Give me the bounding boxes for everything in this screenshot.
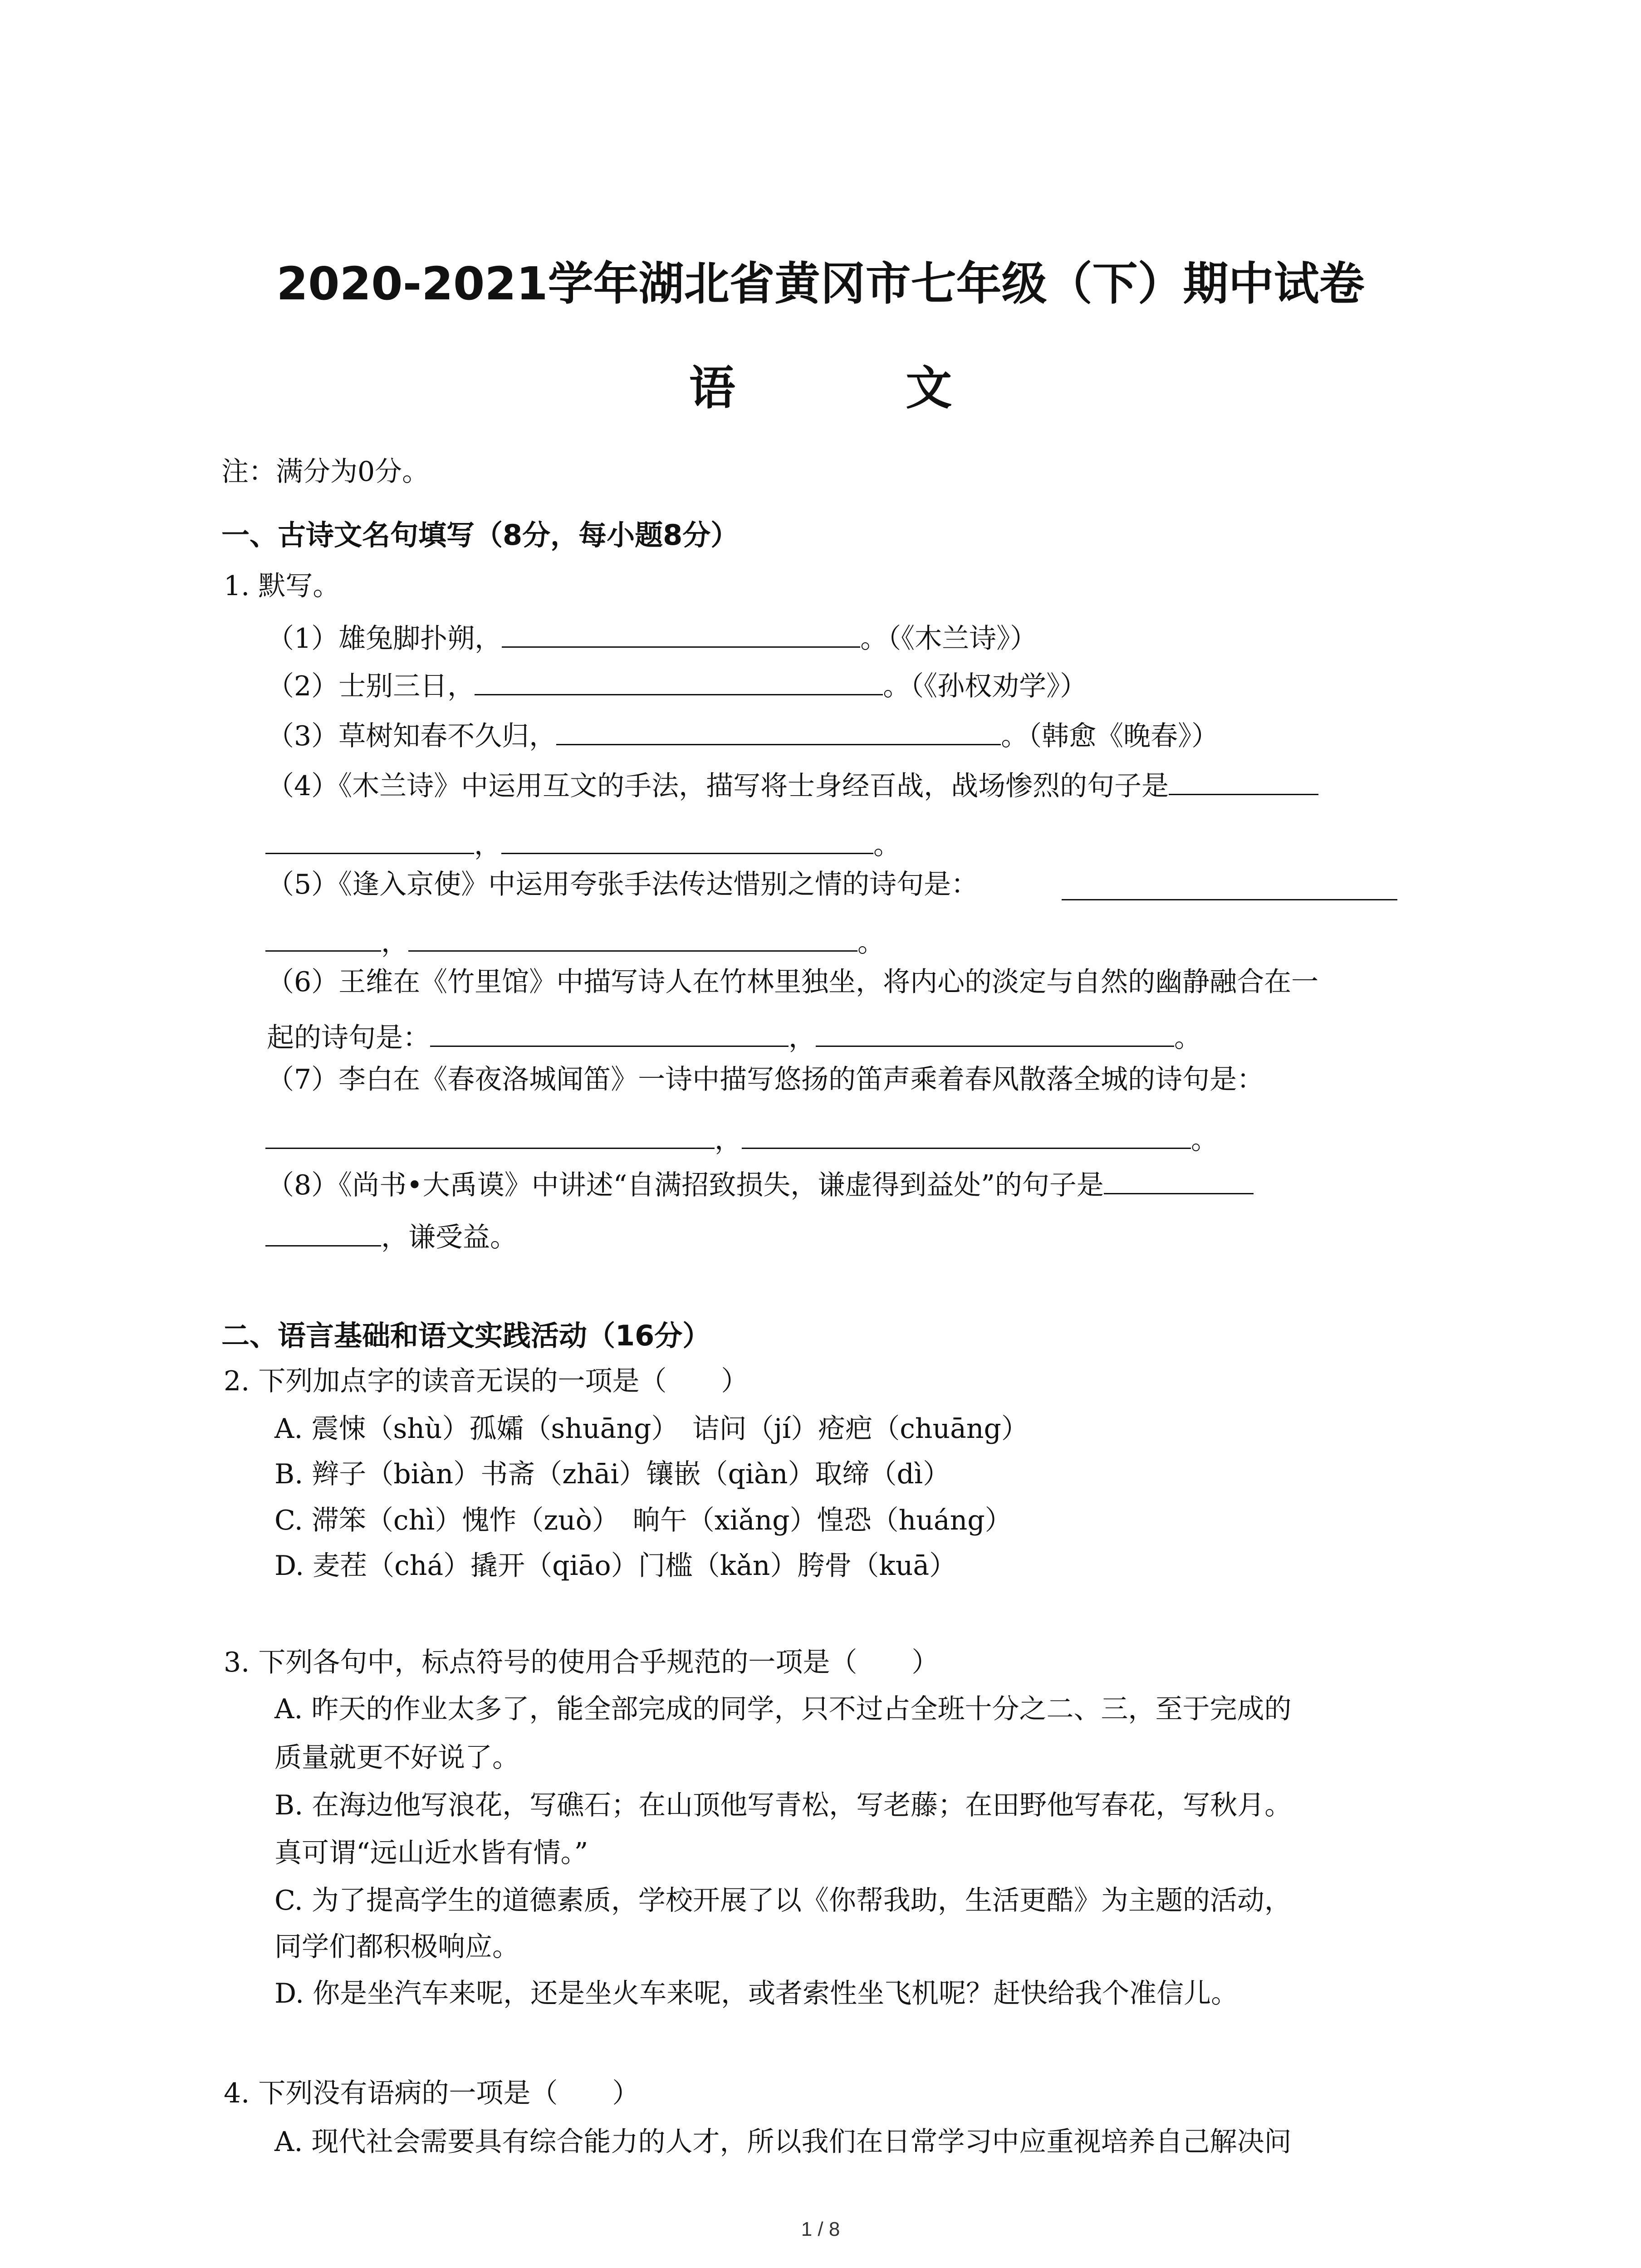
subject-title: 语 文 xyxy=(689,362,1029,415)
period: 。 xyxy=(857,927,885,958)
q1-label: 1. 默写。 xyxy=(224,570,340,602)
answer-blank[interactable] xyxy=(1169,767,1318,795)
answer-blank[interactable] xyxy=(265,1218,381,1246)
section2-heading: 二、语言基础和语文实践活动（16分） xyxy=(221,1319,711,1352)
q1-item-6: （6）王维在《竹里馆》中描写诗人在竹林里独坐，将内心的淡定与自然的幽静融合在一 xyxy=(267,966,1319,998)
q1-item-1-source: 。（《木兰诗》） xyxy=(860,623,1038,655)
page-number: 1 / 8 xyxy=(801,2218,840,2240)
answer-blank[interactable] xyxy=(1104,1166,1254,1194)
q1-item-4 xyxy=(267,767,1318,800)
q1-item-5-cont xyxy=(265,923,885,956)
answer-blank[interactable] xyxy=(742,1120,1191,1149)
answer-blank[interactable] xyxy=(265,826,474,854)
answer-blank[interactable] xyxy=(1062,899,1397,900)
answer-blank[interactable] xyxy=(502,619,860,648)
exam-title: 2020-2021学年湖北省黄冈市七年级（下）期中试卷 xyxy=(276,257,1365,310)
q2-stem: 2. 下列加点字的读音无误的一项是（ ） xyxy=(224,1365,749,1397)
q1-item-5-text: （5）《逢入京使》中运用夸张手法传达惜别之情的诗句是： xyxy=(267,869,979,900)
q1-item-4-text: （4）《木兰诗》中运用互文的手法，描写将士身经百战，战场惨烈的句子是 xyxy=(267,770,1169,802)
comma: ， xyxy=(474,829,501,861)
q4-option-a: A. 现代社会需要具有综合能力的人才，所以我们在日常学习中应重视培养自己解决问 xyxy=(274,2126,1292,2158)
q1-item-2-text: （2）士别三日， xyxy=(267,670,475,702)
q3-option-b-cont: 真可谓“远山近水皆有情。” xyxy=(274,1837,588,1869)
period: 。 xyxy=(873,829,901,861)
comma: ， xyxy=(789,1022,816,1054)
q3-option-c: C. 为了提高学生的道德素质，学校开展了以《你帮我助，生活更酷》为主题的活动， xyxy=(274,1885,1292,1916)
q3-option-a-cont: 质量就更不好说了。 xyxy=(274,1742,519,1774)
q1-item-6-text: 起的诗句是： xyxy=(267,1022,430,1054)
section1-heading: 一、古诗文名句填写（8分，每小题8分） xyxy=(221,518,739,552)
q1-item-2-source: 。（《孙权劝学》） xyxy=(883,670,1087,702)
answer-blank[interactable] xyxy=(501,826,873,854)
period: 。 xyxy=(1174,1022,1201,1054)
answer-blank[interactable] xyxy=(408,923,857,952)
q1-item-3-source: 。（韩愈《晚春》） xyxy=(1001,720,1219,752)
q3-option-d: D. 你是坐汽车来呢，还是坐火车来呢，或者索性坐飞机呢？赶快给我个准信儿。 xyxy=(274,1978,1239,2009)
q1-item-2 xyxy=(267,667,1087,700)
q1-item-8-text: （8）《尚书•大禹谟》中讲述“自满招致损失，谦虚得到益处”的句子是 xyxy=(267,1169,1104,1201)
q2-option-b: B. 辫子（biàn）书斋（zhāi）镶嵌（qiàn）取缔（dì） xyxy=(274,1458,950,1490)
q2-option-c: C. 滞笨（chì）愧怍（zuò） 晌午（xiǎng）惶恐（huáng） xyxy=(274,1505,1012,1536)
q3-option-c-cont: 同学们都积极响应。 xyxy=(274,1931,519,1963)
q1-item-5 xyxy=(267,871,978,898)
q2-option-a: A. 震悚（shù）孤孀（shuāng） 诘问（jí）疮疤（chuāng） xyxy=(274,1413,1029,1445)
q1-item-1 xyxy=(267,619,1038,655)
answer-blank[interactable] xyxy=(556,717,1001,745)
q4-stem: 4. 下列没有语病的一项是（ ） xyxy=(224,2077,640,2109)
answer-blank[interactable] xyxy=(475,667,883,695)
score-note: 注：满分为0分。 xyxy=(221,456,430,488)
q1-item-6-cont xyxy=(267,1018,1201,1054)
period: 。 xyxy=(1191,1124,1218,1156)
q1-item-8-end: ，谦受益。 xyxy=(381,1222,517,1253)
q1-item-4-cont xyxy=(265,826,901,859)
q1-item-3-text: （3）草树知春不久归， xyxy=(267,720,557,752)
comma: ， xyxy=(381,927,408,958)
answer-blank[interactable] xyxy=(265,923,381,952)
answer-blank[interactable] xyxy=(430,1018,789,1047)
q2-option-d: D. 麦茬（chá）撬开（qiāo）门槛（kǎn）胯骨（kuā） xyxy=(274,1550,957,1582)
answer-blank[interactable] xyxy=(816,1018,1174,1047)
q1-item-7: （7）李白在《春夜洛城闻笛》一诗中描写悠扬的笛声乘着春风散落全城的诗句是： xyxy=(267,1064,1264,1095)
comma: ， xyxy=(715,1124,742,1156)
q1-item-8-cont xyxy=(265,1218,517,1251)
answer-blank[interactable] xyxy=(265,1120,715,1149)
q1-item-7-cont xyxy=(265,1120,1218,1154)
q3-option-a: A. 昨天的作业太多了，能全部完成的同学，只不过占全班十分之二、三，至于完成的 xyxy=(274,1693,1292,1725)
q1-item-8 xyxy=(267,1166,1254,1199)
q1-item-3 xyxy=(267,717,1219,750)
q1-item-1-text: （1）雄兔脚扑朔， xyxy=(267,623,502,655)
q3-option-b: B. 在海边他写浪花，写礁石；在山顶他写青松，写老藤；在田野他写春花，写秋月。 xyxy=(274,1789,1292,1821)
q3-stem: 3. 下列各句中，标点符号的使用合乎规范的一项是（ ） xyxy=(224,1647,939,1678)
